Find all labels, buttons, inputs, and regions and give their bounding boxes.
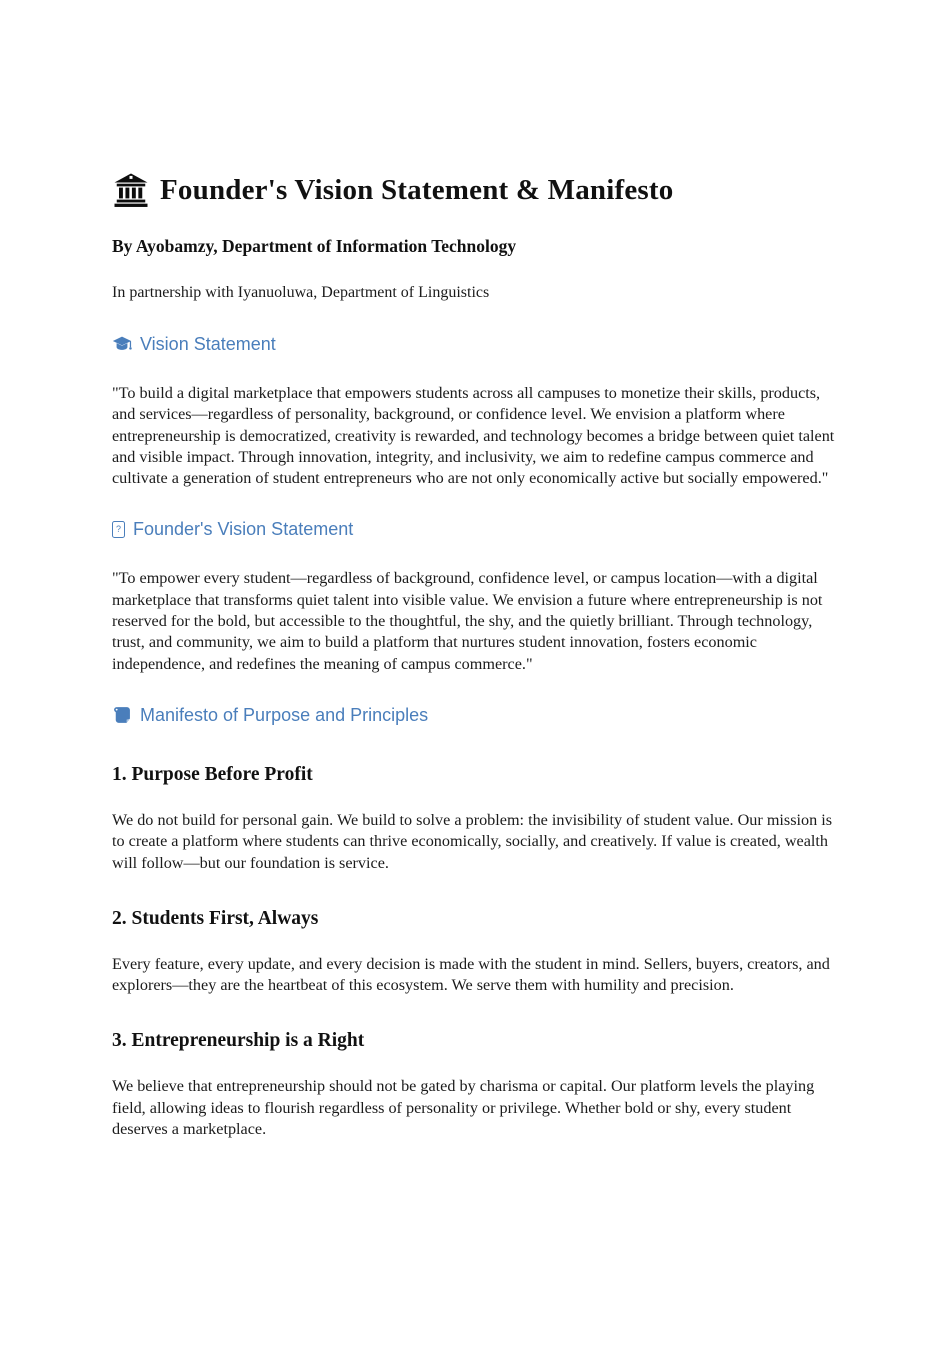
byline: By Ayobamzy, Department of Information Technology	[112, 236, 517, 256]
vision-statement-quote: "To build a digital marketplace that empowers students across all campuses to monetize their skills, products, and services—regardless of personality, background, or confidence level. We envision a platform where entrepreneurship is democratized, creativity is rewarded, and technology becomes a bridge between quiet talent and visible impact. Through innovation, integrity, and inclusivity, we aim to redefine campus commerce and cultivate a generation of student entrepreneurs who are not only economically active but socially empowered."	[112, 384, 835, 488]
section-heading-founders-vision-statement	[112, 519, 842, 540]
document-title-text: Founder's Vision Statement & Manifesto	[160, 173, 674, 206]
graduation-cap-icon	[112, 335, 132, 355]
principle-1-heading: 1. Purpose Before Profit	[112, 763, 313, 785]
scroll-icon	[112, 705, 132, 725]
principle-3-body: We believe that entrepreneurship should not be gated by charisma or capital. Our platform levels the playing field, allowing ideas to flourish regardless of personality or privilege. Whether bold or shy, every student deserves a marketplace.	[112, 1077, 815, 1139]
section-heading-text: Founder's Vision Statement	[133, 519, 354, 540]
principle-2-body: Every feature, every update, and every decision is made with the student in mind. Sellers, buyers, creators, and explorers—they are the heartbeat of this ecosystem. We serve them with humility and precision.	[112, 954, 830, 995]
section-heading-manifesto	[112, 705, 842, 726]
section-heading-text: Manifesto of Purpose and Principles	[140, 704, 429, 725]
document-title	[112, 172, 842, 208]
section-heading-text: Vision Statement	[140, 334, 276, 354]
principle-1-body: We do not build for personal gain. We build to solve a problem: the invisibility of student value. Our mission is to create a platform where students can thrive economically, socially, and creatively. If value is created, wealth will follow—but our foundation is service.	[112, 810, 833, 872]
section-heading-vision-statement	[112, 334, 842, 355]
principle-2-heading: 2. Students First, Always	[112, 907, 319, 929]
principle-3-heading: 3. Entrepreneurship is a Right	[112, 1030, 365, 1052]
partnership-line: In partnership with Iyanuoluwa, Department of Linguistics	[112, 284, 490, 301]
missing-glyph-icon: ?	[112, 521, 125, 538]
classical-building-icon	[112, 172, 150, 208]
founders-vision-quote: "To empower every student—regardless of background, confidence level, or campus location—with a digital marketplace that transforms quiet talent into visible value. We envision a future where entrepreneurship is not reserved for the bold, but accessible to the thoughtful, the shy, and the quietly brilliant. Through technology, trust, and community, we aim to build a platform that nurtures student innovation, fosters economic independence, and redefines the meaning of campus commerce."	[112, 569, 823, 673]
